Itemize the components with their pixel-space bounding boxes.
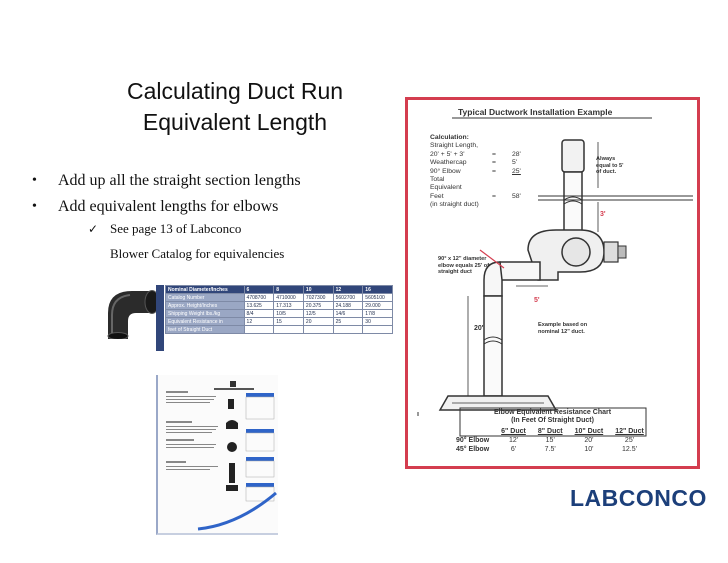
bullet-text: Add up all the straight section lengths bbox=[58, 172, 301, 189]
spec-header: Nominal Diameter/Inches bbox=[166, 286, 245, 294]
spec-cell bbox=[244, 326, 274, 334]
spec-table bbox=[165, 285, 393, 351]
spec-cell bbox=[274, 326, 304, 334]
chart-cell: 15' bbox=[545, 437, 555, 444]
chart-header: 6" Duct bbox=[501, 428, 526, 435]
chart-cell: 7.5' bbox=[544, 446, 556, 453]
bullet-item bbox=[30, 194, 301, 220]
spec-cell: 15 bbox=[274, 318, 304, 326]
spec-cell: 25 bbox=[333, 318, 363, 326]
calculation-block bbox=[430, 134, 521, 210]
spec-header: 16 bbox=[363, 286, 393, 294]
calc-line: Weathercap = 5' bbox=[430, 159, 518, 167]
chart-subtitle: (In Feet Of Straight Duct) bbox=[511, 417, 594, 424]
chart-cell: 12' bbox=[508, 437, 519, 444]
catalog-page-graphic bbox=[158, 375, 278, 533]
chart-title: Elbow Equivalent Resistance Chart bbox=[493, 409, 612, 416]
bullet-dot-icon: • bbox=[32, 173, 37, 188]
bullet-item bbox=[30, 168, 301, 194]
spec-cell: 29.000 bbox=[363, 302, 393, 310]
checkmark-icon: ✓ bbox=[88, 221, 99, 236]
bullet-list bbox=[30, 168, 301, 220]
chart-cell: 12.5' bbox=[622, 446, 637, 453]
calc-title: Calculation: bbox=[430, 134, 469, 141]
calc-line: Equivalent bbox=[430, 184, 462, 192]
sub-bullet bbox=[88, 218, 284, 262]
chart-header: 8" Duct bbox=[537, 428, 563, 435]
spec-row-label: Approx. Height/Inches bbox=[166, 302, 245, 310]
spec-cell: 12/5 bbox=[303, 310, 333, 318]
nominal-note: Example based on nominal 12" duct. bbox=[538, 322, 588, 335]
spec-cell: 10/5 bbox=[274, 310, 304, 318]
spec-side-bar bbox=[156, 285, 164, 351]
chart-header: 10" Duct bbox=[574, 428, 604, 435]
chart-cell: 20' bbox=[584, 437, 594, 444]
calc-line: Feet = 58' bbox=[430, 192, 521, 200]
labconco-logo: LABCONCO bbox=[570, 485, 707, 511]
chart-cell: 25' bbox=[624, 437, 635, 444]
calc-line: 90° Elbow = 25' bbox=[430, 167, 521, 175]
spec-cell bbox=[303, 326, 333, 334]
bullet-text: Add equivalent lengths for elbows bbox=[58, 198, 279, 215]
calc-line: 20' + 5' + 3' = 28' bbox=[430, 150, 521, 158]
spec-cell: 4710000 bbox=[274, 294, 304, 302]
equivalent-resistance-table bbox=[456, 427, 650, 454]
spec-header: 8 bbox=[274, 286, 304, 294]
spec-header: 12 bbox=[333, 286, 363, 294]
calc-line: (in straight duct) bbox=[430, 201, 479, 209]
spec-row-label: Equivalent Resistance in bbox=[166, 318, 245, 326]
dimension-5ft: 5' bbox=[534, 297, 540, 304]
spec-cell: 17/8 bbox=[363, 310, 393, 318]
sub-bullet-line-2: Blower Catalog for equivalencies bbox=[110, 246, 285, 261]
spec-cell: 14/6 bbox=[333, 310, 363, 318]
elbow-note: 90° x 12" diameter elbow equals 25' of straight duct bbox=[438, 256, 490, 276]
calc-line: Straight Length, bbox=[430, 142, 478, 150]
slide-title bbox=[100, 76, 370, 138]
spec-row-label: feet of Straight Duct bbox=[166, 326, 245, 334]
catalog-page-image bbox=[156, 375, 278, 535]
spec-row-label: Catalog Number bbox=[166, 294, 245, 302]
spec-cell: 30 bbox=[363, 318, 393, 326]
chart-row-label: 45° Elbow bbox=[456, 446, 490, 453]
chart-cell: 10' bbox=[584, 446, 594, 453]
chart-row-label: 90° Elbow bbox=[456, 437, 490, 444]
spec-header: 6 bbox=[244, 286, 274, 294]
ductwork-diagram bbox=[405, 97, 700, 469]
spec-cell: 7027300 bbox=[303, 294, 333, 302]
duct-elbow-image bbox=[100, 283, 162, 339]
sub-bullet-line-1: See page 13 of Labconco bbox=[110, 221, 242, 236]
calc-line: Total bbox=[430, 176, 445, 184]
diagram-title: Typical Ductwork Installation Example bbox=[458, 107, 613, 117]
spec-cell: 13.625 bbox=[244, 302, 274, 310]
spec-cell bbox=[363, 326, 393, 334]
spec-cell: 5605100 bbox=[363, 294, 393, 302]
title-line-2: Equivalent Length bbox=[142, 109, 328, 135]
spec-cell: 20.375 bbox=[303, 302, 333, 310]
spec-header: 10 bbox=[303, 286, 333, 294]
chart-header: 12" Duct bbox=[615, 428, 644, 435]
dimension-3ft: 3' bbox=[600, 211, 606, 218]
chart-cell: 6' bbox=[510, 446, 517, 453]
spec-cell: 12 bbox=[244, 318, 274, 326]
spec-row-label: Shipping Weight lbs./kg bbox=[166, 310, 245, 318]
spec-cell: 17.313 bbox=[274, 302, 304, 310]
spec-cell: 24.188 bbox=[333, 302, 363, 310]
title-line-1: Calculating Duct Run bbox=[126, 78, 344, 104]
spec-cell: 20 bbox=[303, 318, 333, 326]
spec-cell bbox=[333, 326, 363, 334]
weathercap-note: Always equal to 5' of duct. bbox=[596, 156, 624, 176]
spec-cell: 5602700 bbox=[333, 294, 363, 302]
dimension-20ft: 20' bbox=[474, 325, 484, 332]
bullet-dot-icon: • bbox=[32, 199, 37, 214]
chart-header bbox=[456, 427, 495, 436]
spec-cell: 8/4 bbox=[244, 310, 274, 318]
spec-cell: 4708700 bbox=[244, 294, 274, 302]
